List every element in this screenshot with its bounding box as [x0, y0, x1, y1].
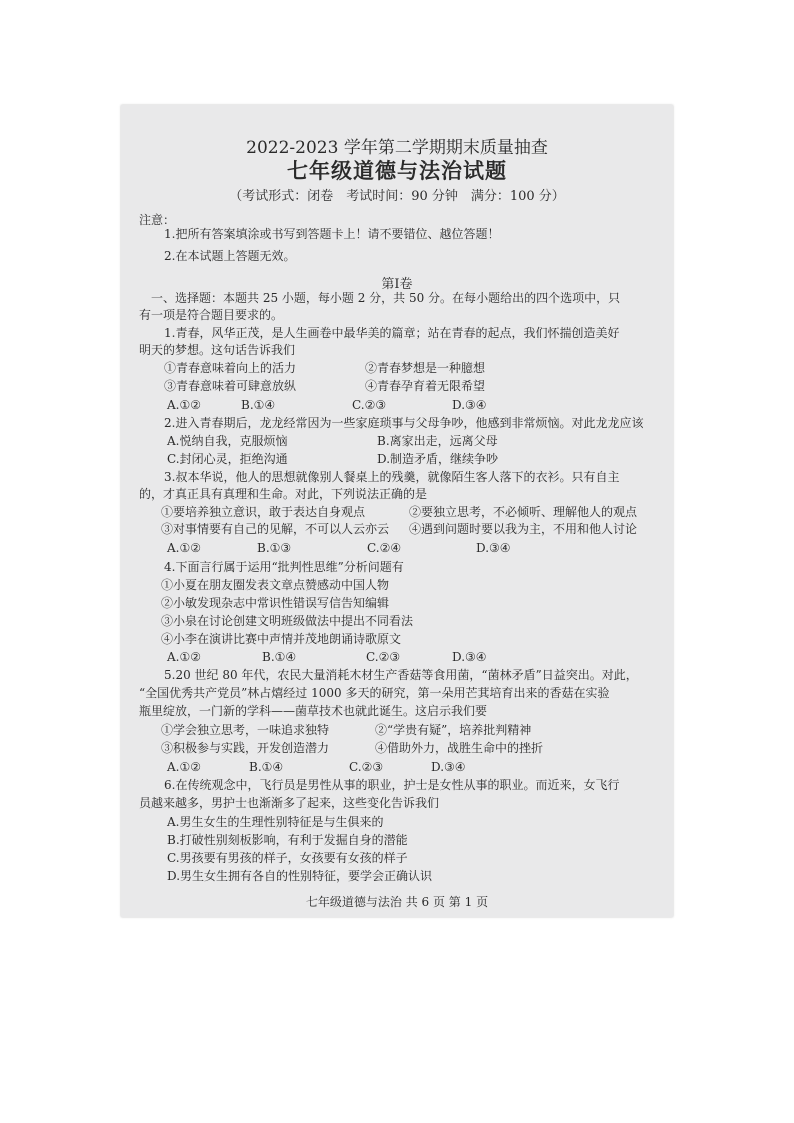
q3-choice-a: A.①②: [167, 541, 201, 555]
q1-choice-b: B.①④: [241, 398, 276, 412]
q3-stem-line-2: 的，才真正具有真理和生命。对此，下列说法正确的是: [139, 487, 428, 501]
q1-choice-a: A.①②: [167, 398, 201, 412]
q3-option-3: ③对事情要有自己的见解，不可以人云亦云: [161, 522, 390, 536]
q2-stem: 2.进入青春期后，龙龙经常因为一些家庭琐事与父母争吵，他感到非常烦恼。对此龙龙应该: [164, 416, 644, 430]
intro-line-1: 一、选择题：本题共 25 小题，每小题 2 分，共 50 分。在每小题给出的四个选项中，只: [151, 291, 621, 305]
notice-item-2: 2.在本试题上答题无效。: [164, 249, 296, 263]
q4-option-4: ④小李在演讲比赛中声情并茂地朗诵诗歌原文: [161, 632, 402, 646]
q4-choice-d: D.③④: [452, 650, 487, 664]
q1-option-2: ②青春梦想是一种臆想: [365, 361, 486, 375]
q1-option-1: ①青春意味着向上的活力: [164, 361, 297, 375]
q3-option-4: ④遇到问题时要以我为主，不用和他人讨论: [409, 522, 638, 536]
q6-choice-b: B.打破性别刻板影响，有利于发掘自身的潜能: [167, 833, 408, 847]
q5-choice-d: D.③④: [431, 760, 466, 774]
q3-choice-b: B.①③: [257, 541, 292, 555]
q1-option-3: ③青春意味着可肆意放纵: [164, 379, 297, 393]
exam-info: （考试形式：闭卷 考试时间：90 分钟 满分：100 分）: [229, 189, 565, 204]
q5-stem-line-3: 瓶里绽放，一门新的学科——菌草技术也就此诞生。这启示我们要: [139, 704, 488, 718]
q5-option-3: ③积极参与实践，开发创造潜力: [161, 741, 330, 755]
exam-paper: [121, 105, 673, 917]
q1-choice-c: C.②③: [352, 398, 387, 412]
notice-item-1: 1.把所有答案填涂或书写到答题卡上！请不要错位、越位答题！: [164, 227, 500, 241]
q3-choice-d: D.③④: [476, 541, 511, 555]
q3-stem-line-1: 3.叔本华说，他人的思想就像别人餐桌上的残羹，就像陌生客人落下的衣衫。只有自主: [164, 470, 620, 484]
q1-stem-line-2: 明天的梦想。这句话告诉我们: [139, 343, 296, 357]
q2-choice-a: A.悦纳自我，克服烦恼: [167, 434, 288, 448]
q4-option-1: ①小夏在朋友圈发表文章点赞感动中国人物: [161, 578, 390, 592]
q5-choice-a: A.①②: [167, 760, 201, 774]
q3-option-1: ①要培养独立意识，敢于表达自身观点: [161, 505, 366, 519]
q1-choice-d: D.③④: [452, 398, 487, 412]
exam-title: 2022-2023 学年第二学期期末质量抽查: [246, 138, 548, 158]
q4-choice-c: C.②③: [366, 650, 401, 664]
intro-line-2: 有一项是符合题目要求的。: [139, 308, 284, 322]
q1-stem-line-1: 1.青春，风华正茂，是人生画卷中最华美的篇章；站在青春的起点，我们怀揣创造美好: [164, 326, 620, 340]
q5-stem-line-1: 5.20 世纪 80 年代，农民大量消耗木材生产香菇等食用菌，“菌林矛盾”日益突出。对此，: [164, 668, 638, 682]
q6-stem-line-2: 员越来越多，男护士也渐渐多了起来，这些变化告诉我们: [139, 796, 440, 810]
q2-choice-d: D.制造矛盾，继续争吵: [377, 452, 499, 466]
q2-choice-b: B.离家出走，远离父母: [377, 434, 498, 448]
q6-choice-c: C.男孩要有男孩的样子，女孩要有女孩的样子: [167, 851, 408, 865]
q3-option-2: ②要独立思考，不必倾听、理解他人的观点: [409, 505, 638, 519]
q6-choice-a: A.男生女生的生理性别特征是与生俱来的: [167, 815, 384, 829]
section-title: 第Ⅰ卷: [381, 277, 413, 292]
page-footer: 七年级道德与法治 共 6 页 第 1 页: [305, 895, 489, 909]
q1-option-4: ④青春孕育着无限希望: [365, 379, 486, 393]
notice-label: 注意：: [139, 213, 176, 227]
q5-option-2: ②“学贵有疑”，培养批判精神: [375, 723, 532, 737]
q3-choice-c: C.②④: [367, 541, 402, 555]
q5-choice-c: C.②③: [349, 760, 384, 774]
q5-option-4: ④借助外力，战胜生命中的挫折: [375, 741, 544, 755]
q4-stem: 4.下面言行属于运用“批判性思维”分析问题有: [164, 560, 404, 574]
q5-stem-line-2: “全国优秀共产党员”林占熺经过 1000 多天的研究，第一朵用芒萁培育出来的香菇在实验: [139, 686, 610, 700]
q4-option-3: ③小泉在讨论创建文明班级做法中提出不同看法: [161, 614, 414, 628]
q5-option-1: ①学会独立思考，一味追求独特: [161, 723, 330, 737]
q5-choice-b: B.①④: [249, 760, 284, 774]
q6-choice-d: D.男生女生拥有各自的性别特征，要学会正确认识: [167, 869, 433, 883]
q4-choice-b: B.①④: [262, 650, 297, 664]
q6-stem-line-1: 6.在传统观念中，飞行员是男性从事的职业，护士是女性从事的职业。而近来，女飞行: [164, 778, 620, 792]
q4-choice-a: A.①②: [167, 650, 201, 664]
exam-subject-title: 七年级道德与法治试题: [287, 158, 507, 183]
q2-choice-c: C.封闭心灵，拒绝沟通: [167, 452, 288, 466]
q4-option-2: ②小敏发现杂志中常识性错误写信告知编辑: [161, 596, 390, 610]
